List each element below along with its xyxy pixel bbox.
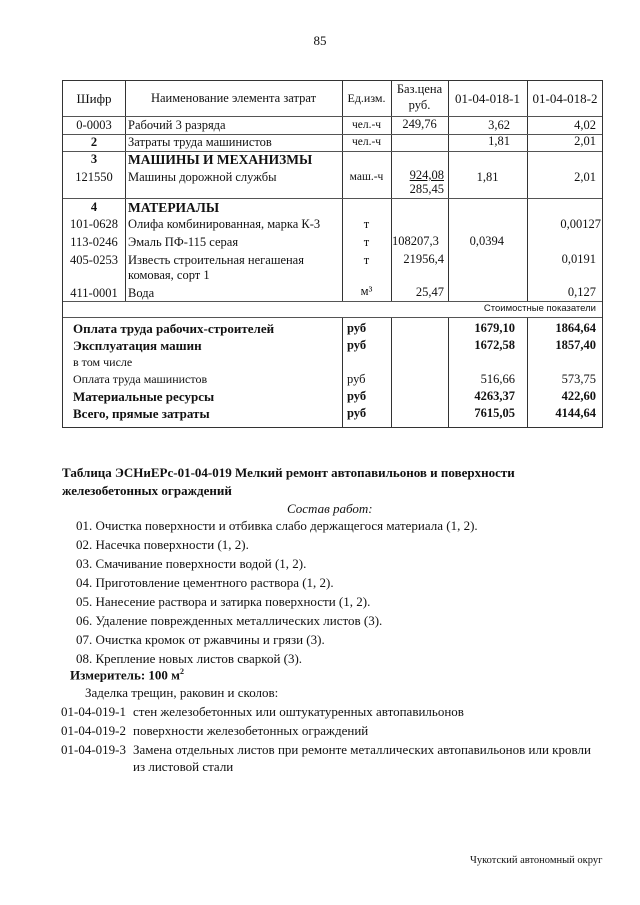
row-v2: 2,01 <box>574 170 596 184</box>
row-name: Эмаль ПФ-115 серая <box>128 235 239 249</box>
row-name: Вода <box>128 286 155 300</box>
section-title: МАШИНЫ И МЕХАНИЗМЫ <box>128 152 313 167</box>
header-price <box>391 81 448 113</box>
row-unit: т <box>363 235 370 249</box>
cost-indicators-label: Стоимостные показатели <box>483 303 596 314</box>
work-item: 02. Насечка поверхности (1, 2). <box>76 537 249 552</box>
row-v2: 0,00127 <box>560 217 601 231</box>
row-name: Известь строительная негашеная <box>128 253 304 267</box>
summary-unit: руб <box>347 372 366 386</box>
summary-v1: 1672,58 <box>474 338 515 352</box>
works-heading: Состав работ: <box>287 501 373 516</box>
summary-v2: 4144,64 <box>555 406 596 420</box>
item-text: стен железобетонных или оштукатуренных автопавильонов <box>133 704 464 719</box>
row-unit: т <box>363 217 370 231</box>
summary-v2: 1864,64 <box>555 321 596 335</box>
summary-name: Оплата труда машинистов <box>73 372 208 386</box>
summary-unit: руб <box>347 338 367 352</box>
work-item: 05. Нанесение раствора и затирка поверхности (1, 2). <box>76 594 371 609</box>
summary-name: Оплата труда рабочих-строителей <box>73 321 275 336</box>
row-unit: м³ <box>360 284 373 298</box>
header-name: Наименование элемента затрат <box>150 91 317 105</box>
row-code: 113-0246 <box>70 235 118 249</box>
summary-unit: руб <box>347 389 367 403</box>
summary-unit: руб <box>347 321 367 335</box>
summary-name: Материальные ресурсы <box>73 389 215 404</box>
page-number: 85 <box>313 33 327 48</box>
measure-text: Измеритель: 100 м <box>70 667 181 683</box>
cost-table <box>62 80 603 428</box>
item-text: поверхности железобетонных ограждений <box>133 723 369 738</box>
summary-v2: 422,60 <box>561 389 596 403</box>
row-v1: 1,81 <box>488 134 510 148</box>
header-code: Шифр <box>76 91 112 106</box>
row-v2: 0,0191 <box>561 252 596 266</box>
row-unit: т <box>363 253 370 267</box>
summary-v2: 1857,40 <box>555 338 596 352</box>
row-unit: чел.-ч <box>351 119 382 131</box>
item-code: 01-04-019-2 <box>61 723 126 738</box>
row-price: 25,47 <box>415 285 444 299</box>
summary-name: Эксплуатация машин <box>73 338 202 353</box>
item-text: Замена отдельных листов при ремонте металлических автопавильонов или кровли <box>133 742 591 757</box>
row-v2: 4,02 <box>574 118 596 132</box>
header-col2: 01-04-018-2 <box>532 91 598 106</box>
row-name: Затраты труда машинистов <box>128 135 272 149</box>
work-item: 01. Очистка поверхности и отбивка слабо держащегося материала (1, 2). <box>76 518 478 533</box>
section-title: МАТЕРИАЛЫ <box>128 200 220 215</box>
row-price: 21956,4 <box>403 252 444 266</box>
section-code: 3 <box>90 152 98 166</box>
row-name-cont: комовая, сорт 1 <box>128 268 210 282</box>
row-code: 0-0003 <box>76 118 112 132</box>
section-code: 4 <box>90 200 98 214</box>
col-divider <box>448 81 449 301</box>
subheading: Заделка трещин, раковин и сколов: <box>85 685 279 700</box>
header-price-line1: Баз.цена <box>396 82 443 96</box>
work-item: 06. Удаление поврежденных металлических листов (3). <box>76 613 383 628</box>
row-price: 249,76 <box>402 117 437 131</box>
work-item: 03. Смачивание поверхности водой (1, 2). <box>76 556 307 571</box>
summary-v1: 516,66 <box>480 372 515 386</box>
row-code: 121550 <box>75 170 113 184</box>
header-unit: Ед.изм. <box>347 91 386 105</box>
row-code: 411-0001 <box>70 286 118 300</box>
section-title-line2: железобетонных ограждений <box>62 483 232 498</box>
summary-v1: 7615,05 <box>474 406 515 420</box>
header-price-line2: руб. <box>408 98 431 112</box>
row-unit: маш.-ч <box>349 171 384 183</box>
summary-v1: 4263,37 <box>474 389 515 403</box>
section-title-line1: Таблица ЭСНиЕРс-01-04-019 Мелкий ремонт автопавильонов и поверхности <box>62 465 515 480</box>
col-divider <box>527 81 528 301</box>
row-name: Рабочий 3 разряда <box>128 118 226 132</box>
row-name: Машины дорожной службы <box>128 170 277 184</box>
row-v1: 3,62 <box>488 118 510 132</box>
item-code: 01-04-019-3 <box>61 742 126 757</box>
row-price-secondary: 285,45 <box>409 182 444 196</box>
row-v1: 0,0394 <box>469 234 504 248</box>
row-code: 2 <box>90 135 98 149</box>
summary-unit: руб <box>347 406 367 420</box>
summary-v1: 1679,10 <box>474 321 515 335</box>
section-title <box>62 464 582 500</box>
summary-v2: 573,75 <box>561 372 596 386</box>
measure-sup: 2 <box>180 667 185 676</box>
header-col1: 01-04-018-1 <box>455 91 520 106</box>
footer-region: Чукотский автономный округ <box>470 855 603 866</box>
measure-label <box>70 663 184 683</box>
row-unit: чел.-ч <box>351 136 382 148</box>
col-divider <box>125 81 126 301</box>
row-price: 108207,3 <box>392 234 439 248</box>
work-item: 07. Очистка кромок от ржавчины и грязи (3). <box>76 632 325 647</box>
summary-name: в том числе <box>73 355 133 369</box>
row-v1: 1,81 <box>476 170 499 184</box>
row-code: 101-0628 <box>70 217 118 231</box>
row-divider <box>63 317 602 318</box>
work-item: 08. Крепление новых листов сваркой (3). <box>76 651 303 666</box>
item-code: 01-04-019-1 <box>61 704 126 719</box>
row-price: 924,08 <box>409 168 444 182</box>
row-code: 405-0253 <box>70 253 118 267</box>
row-v2: 2,01 <box>574 134 596 148</box>
summary-name: Всего, прямые затраты <box>73 406 210 421</box>
row-v2: 0,127 <box>567 285 596 299</box>
work-item: 04. Приготовление цементного раствора (1, 2). <box>76 575 334 590</box>
item-text-cont: из листовой стали <box>133 759 234 774</box>
row-name: Олифа комбинированная, марка К-3 <box>128 217 321 231</box>
